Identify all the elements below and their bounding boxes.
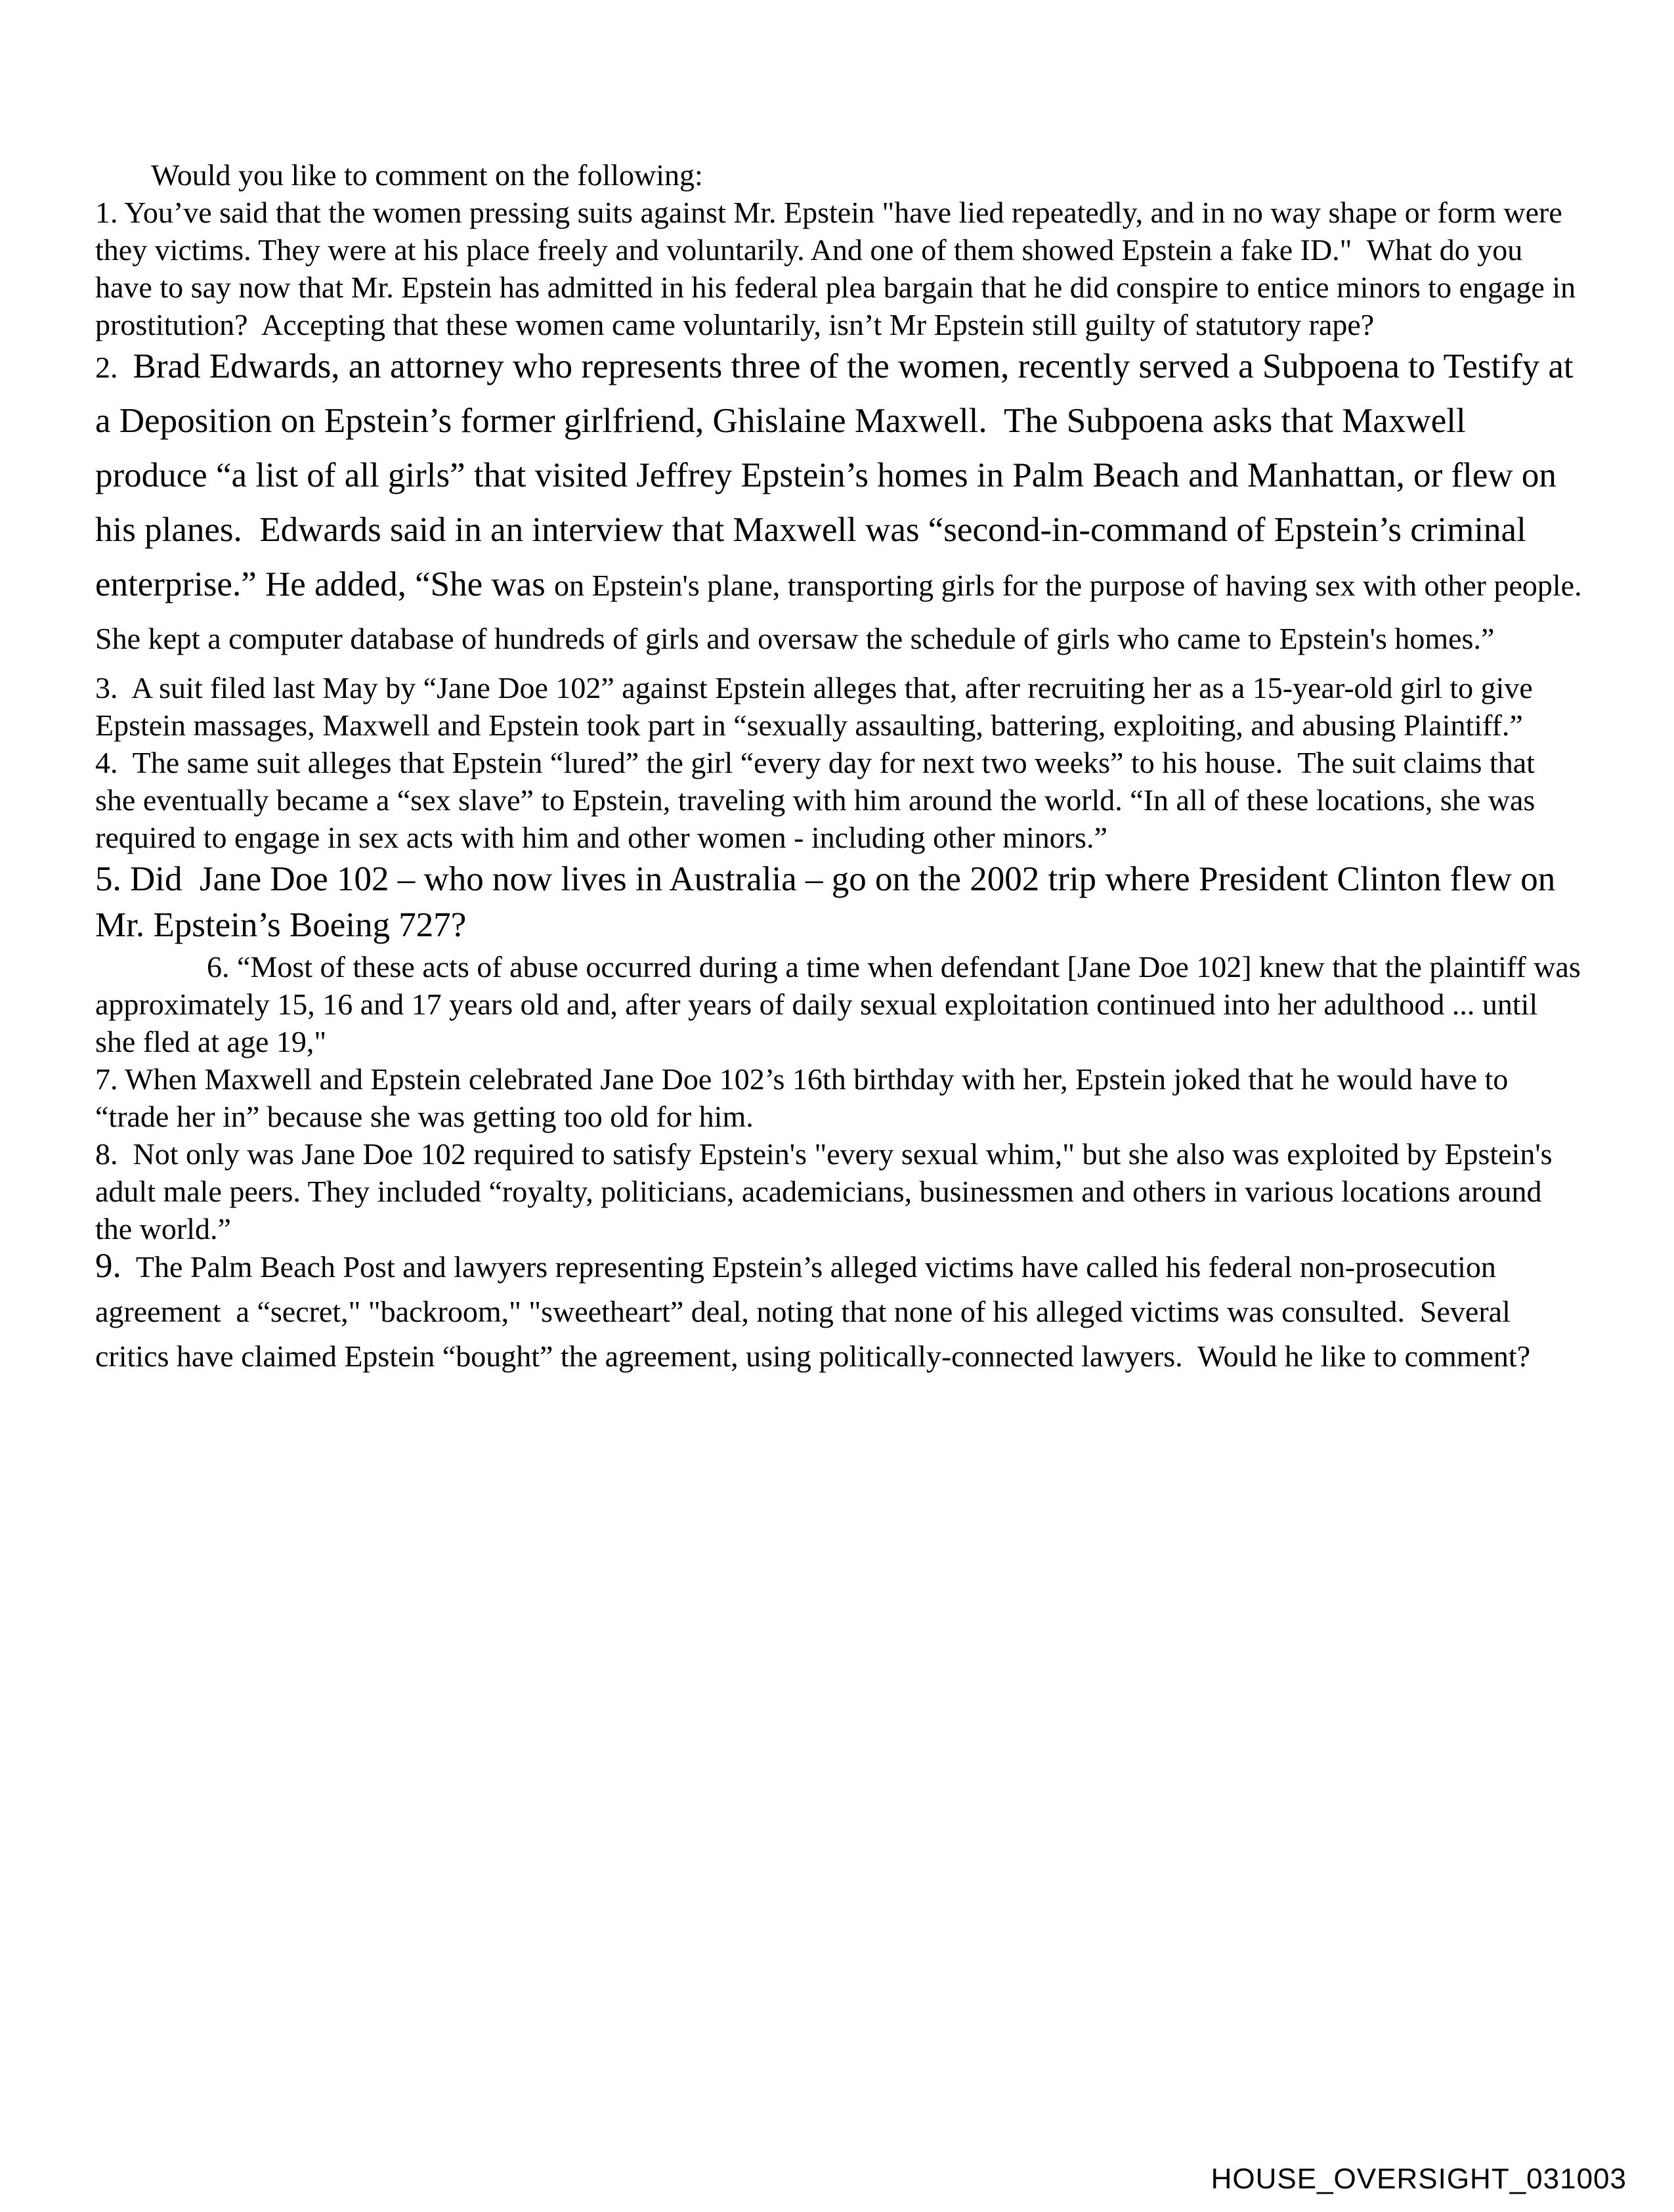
question-9-text: The Palm Beach Post and lawyers representing Epstein’s alleged victims have called his federal non-prosecution agreement a “secret," "backroom," "sweetheart” deal, noting that none of his alleged victims was consulted. Several critics have claimed Epstein “bought” the agreement, using politically-connected lawyers. Would he like to comment?: [95, 1250, 1531, 1373]
question-2-text-small: on Epstein's plane, transporting girls for the purpose of having sex with other people. She kept a computer database of hundreds of girls and oversaw the schedule of girls who came to Epstein's homes.”: [95, 569, 1597, 655]
question-2: [95, 343, 1597, 669]
prompt-heading: Would you like to comment on the following:: [151, 158, 703, 192]
question-2-text-large: Brad Edwards, an attorney who represents three of the women, recently served a Subpoena to Testify at a Deposition on Epstein’s former girlfriend, Ghislaine Maxwell. The Subpoena asks that Maxwell produce “a list of all girls” that visited Jeffrey Epstein’s homes in Palm Beach and Manhattan, or flew on his planes. Edwards said in an interview that Maxwell was “second-in-command of Epstein’s criminal enterprise.” He added, “She was: [95, 347, 1582, 603]
question-9: [95, 1247, 1582, 1382]
question-1: [95, 194, 1582, 343]
question-8-text: 8. Not only was Jane Doe 102 required to satisfy Epstein's "every sexual whim," but she also was exploited by Epstein's adult male peers. They included “royalty, politicians, academicians, businessmen and others in various locations around the world.”: [95, 1137, 1560, 1246]
question-2-number: 2.: [95, 351, 133, 384]
question-1-text: 1. You’ve said that the women pressing suits against Mr. Epstein "have lied repeatedly, and in no way shape or form were they victims. They were at his place freely and voluntarily. And one of them showed Epstein a fake ID." What do you have to say now that Mr. Epstein has admitted in his federal plea bargain that he did conspire to entice minors to engage in prostitution? Accepting that these women came voluntarily, isn’t Mr Epstein still guilty of statutory rape?: [95, 196, 1583, 341]
question-8: [95, 1135, 1582, 1247]
question-7: [95, 1060, 1582, 1135]
question-5-text: 5. Did Jane Doe 102 – who now lives in Australia – go on the 2002 trip where President Clinton flew on Mr. Epstein’s Boeing 727?: [95, 860, 1564, 944]
question-4: [95, 744, 1582, 856]
bates-number: HOUSE_OVERSIGHT_031003: [1211, 2163, 1627, 2195]
question-6: [95, 948, 1589, 1060]
question-6-text: 6. “Most of these acts of abuse occurred during a time when defendant [Jane Doe 102] knew that the plaintiff was approximately 15, 16 and 17 years old and, after years of daily sexual exploitation continued into her adulthood ... until she fled at age 19,": [95, 950, 1589, 1058]
question-9-number: 9.: [95, 1247, 121, 1285]
question-3: [95, 669, 1582, 744]
question-5: [95, 856, 1582, 948]
question-4-text: 4. The same suit alleges that Epstein “lured” the girl “every day for next two weeks” to his house. The suit claims that she eventually became a “sex slave” to Epstein, traveling with him around the world. “In all of these locations, she was required to engage in sex acts with him and other women - including other minors.”: [95, 746, 1543, 854]
question-3-text: 3. A suit filed last May by “Jane Doe 102” against Epstein alleges that, after recruiting her as a 15-year-old girl to give Epstein massages, Maxwell and Epstein took part in “sexually assaulting, battering, exploiting, and abusing Plaintiff.”: [95, 671, 1541, 742]
question-7-text: 7. When Maxwell and Epstein celebrated Jane Doe 102’s 16th birthday with her, Epstein joked that he would have to “trade her in” because she was getting too old for him.: [95, 1062, 1516, 1133]
